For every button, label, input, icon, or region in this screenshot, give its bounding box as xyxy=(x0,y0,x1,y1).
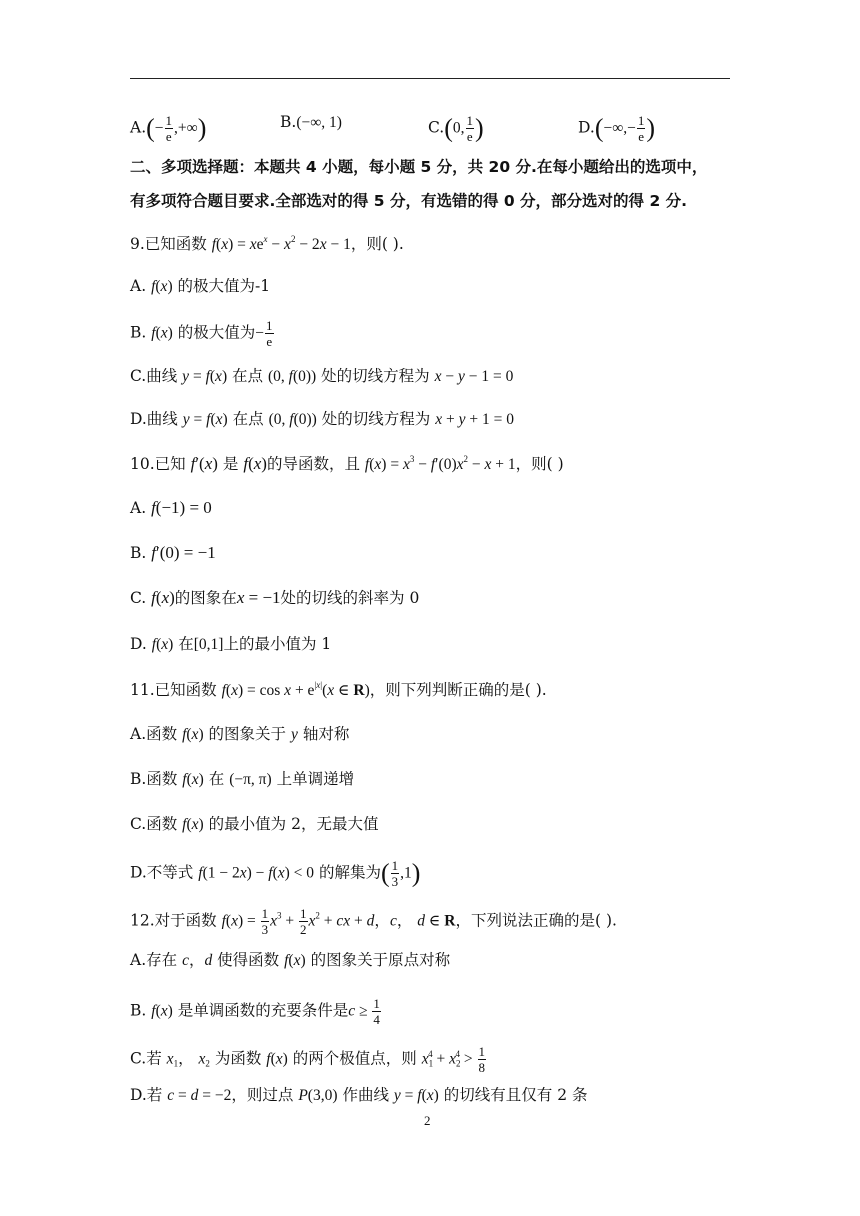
q9-option-c: C.曲线 y = f(x) 在点 (0, f(0)) 处的切线方程为 x − y − 1 = 0 xyxy=(130,367,514,385)
q10-option-c: C. f(x)的图象在x = −1处的切线的斜率为 0 xyxy=(130,588,420,607)
q9-option-a: A. f(x) 的极大值为-1 xyxy=(130,277,271,295)
prev-option-b: B.(−∞, 1) xyxy=(280,113,342,131)
page-number: 2 xyxy=(424,1113,431,1128)
q10-stem: 10.已知 f′(x) 是 f(x)的导函数，且 $f(x) = x^3 - f'(0)x^2 - x + 1$，则( ) xyxy=(130,454,564,473)
prev-option-c: C.(0, $\frac{1}{e}$ ) xyxy=(428,113,484,144)
q11-option-c: C.函数 f(x) 的最小值为 2，无最大值 xyxy=(130,815,379,833)
q12-stem: 12.对于函数 f(x) = $\frac{1}{3}$ $x^3$ + $\frac{1}{2}$ $x^2$ + cx + d，c， d ∈ R，下列说法正确的是( ). xyxy=(130,906,617,937)
q9-option-d: D.曲线 y = f(x) 在点 (0, f(0)) 处的切线方程为 x + y + 1 = 0 xyxy=(130,410,514,428)
prev-option-a: A.(− $\frac{1}{e}$ ,+∞) xyxy=(130,113,207,144)
q11-option-b: B.函数 f(x) 在 (−π, π) 上单调递增 xyxy=(130,770,355,788)
q12-option-c: C.若 $x_1$， $x_2$ 为函数 f(x) 的两个极值点，则 $x_1^4 + x_2^4$ > $\frac{1}{8}$ xyxy=(130,1044,486,1075)
q12-option-b: B. f(x) 是单调函数的充要条件是c ≥ $\frac{1}{4}$ xyxy=(130,996,380,1027)
q11-stem: 11.已知函数 $f(x) = \cos x + e^{|x|}(x$ ∈ R)，则下列判断正确的是( ). xyxy=(130,680,547,699)
q11-option-d: D.不等式 f(1 − 2x) − f(x) < 0 的解集为( $\frac{1}{3}$ ,1) xyxy=(130,858,421,889)
prev-option-d: D.(−∞,− $\frac{1}{e}$ ) xyxy=(578,113,656,144)
q12-option-a: A.存在 c，d 使得函数 f(x) 的图象关于原点对称 xyxy=(130,951,451,969)
q10-option-b: B. f′(0) = −1 xyxy=(130,543,216,562)
q9-option-b: B. f(x) 的极大值为− $\frac{1}{e}$ xyxy=(130,318,273,349)
section2-heading-line2: 有多项符合题目要求.全部选对的得 5 分，有选错的得 0 分，部分选对的得 2 分. xyxy=(130,192,688,210)
q10-option-a: A. f(−1) = 0 xyxy=(130,498,212,517)
q12-option-d: D.若 c = d = −2，则过点 P(3,0) 作曲线 y = f(x) 的切线有且仅有 2 条 xyxy=(130,1086,588,1104)
section2-heading-line1: 二、多项选择题：本题共 4 小题，每小题 5 分，共 20 分.在每小题给出的选项中， xyxy=(130,158,708,176)
q11-option-a: A.函数 f(x) 的图象关于 y 轴对称 xyxy=(130,725,350,743)
q10-option-d: D. f(x) 在[0,1]上的最小值为 1 xyxy=(130,635,332,653)
header-rule xyxy=(130,78,730,79)
q9-stem: 9.已知函数 $f(x) = xe^x - x^2 - 2x - 1$，则( ). xyxy=(130,234,404,253)
